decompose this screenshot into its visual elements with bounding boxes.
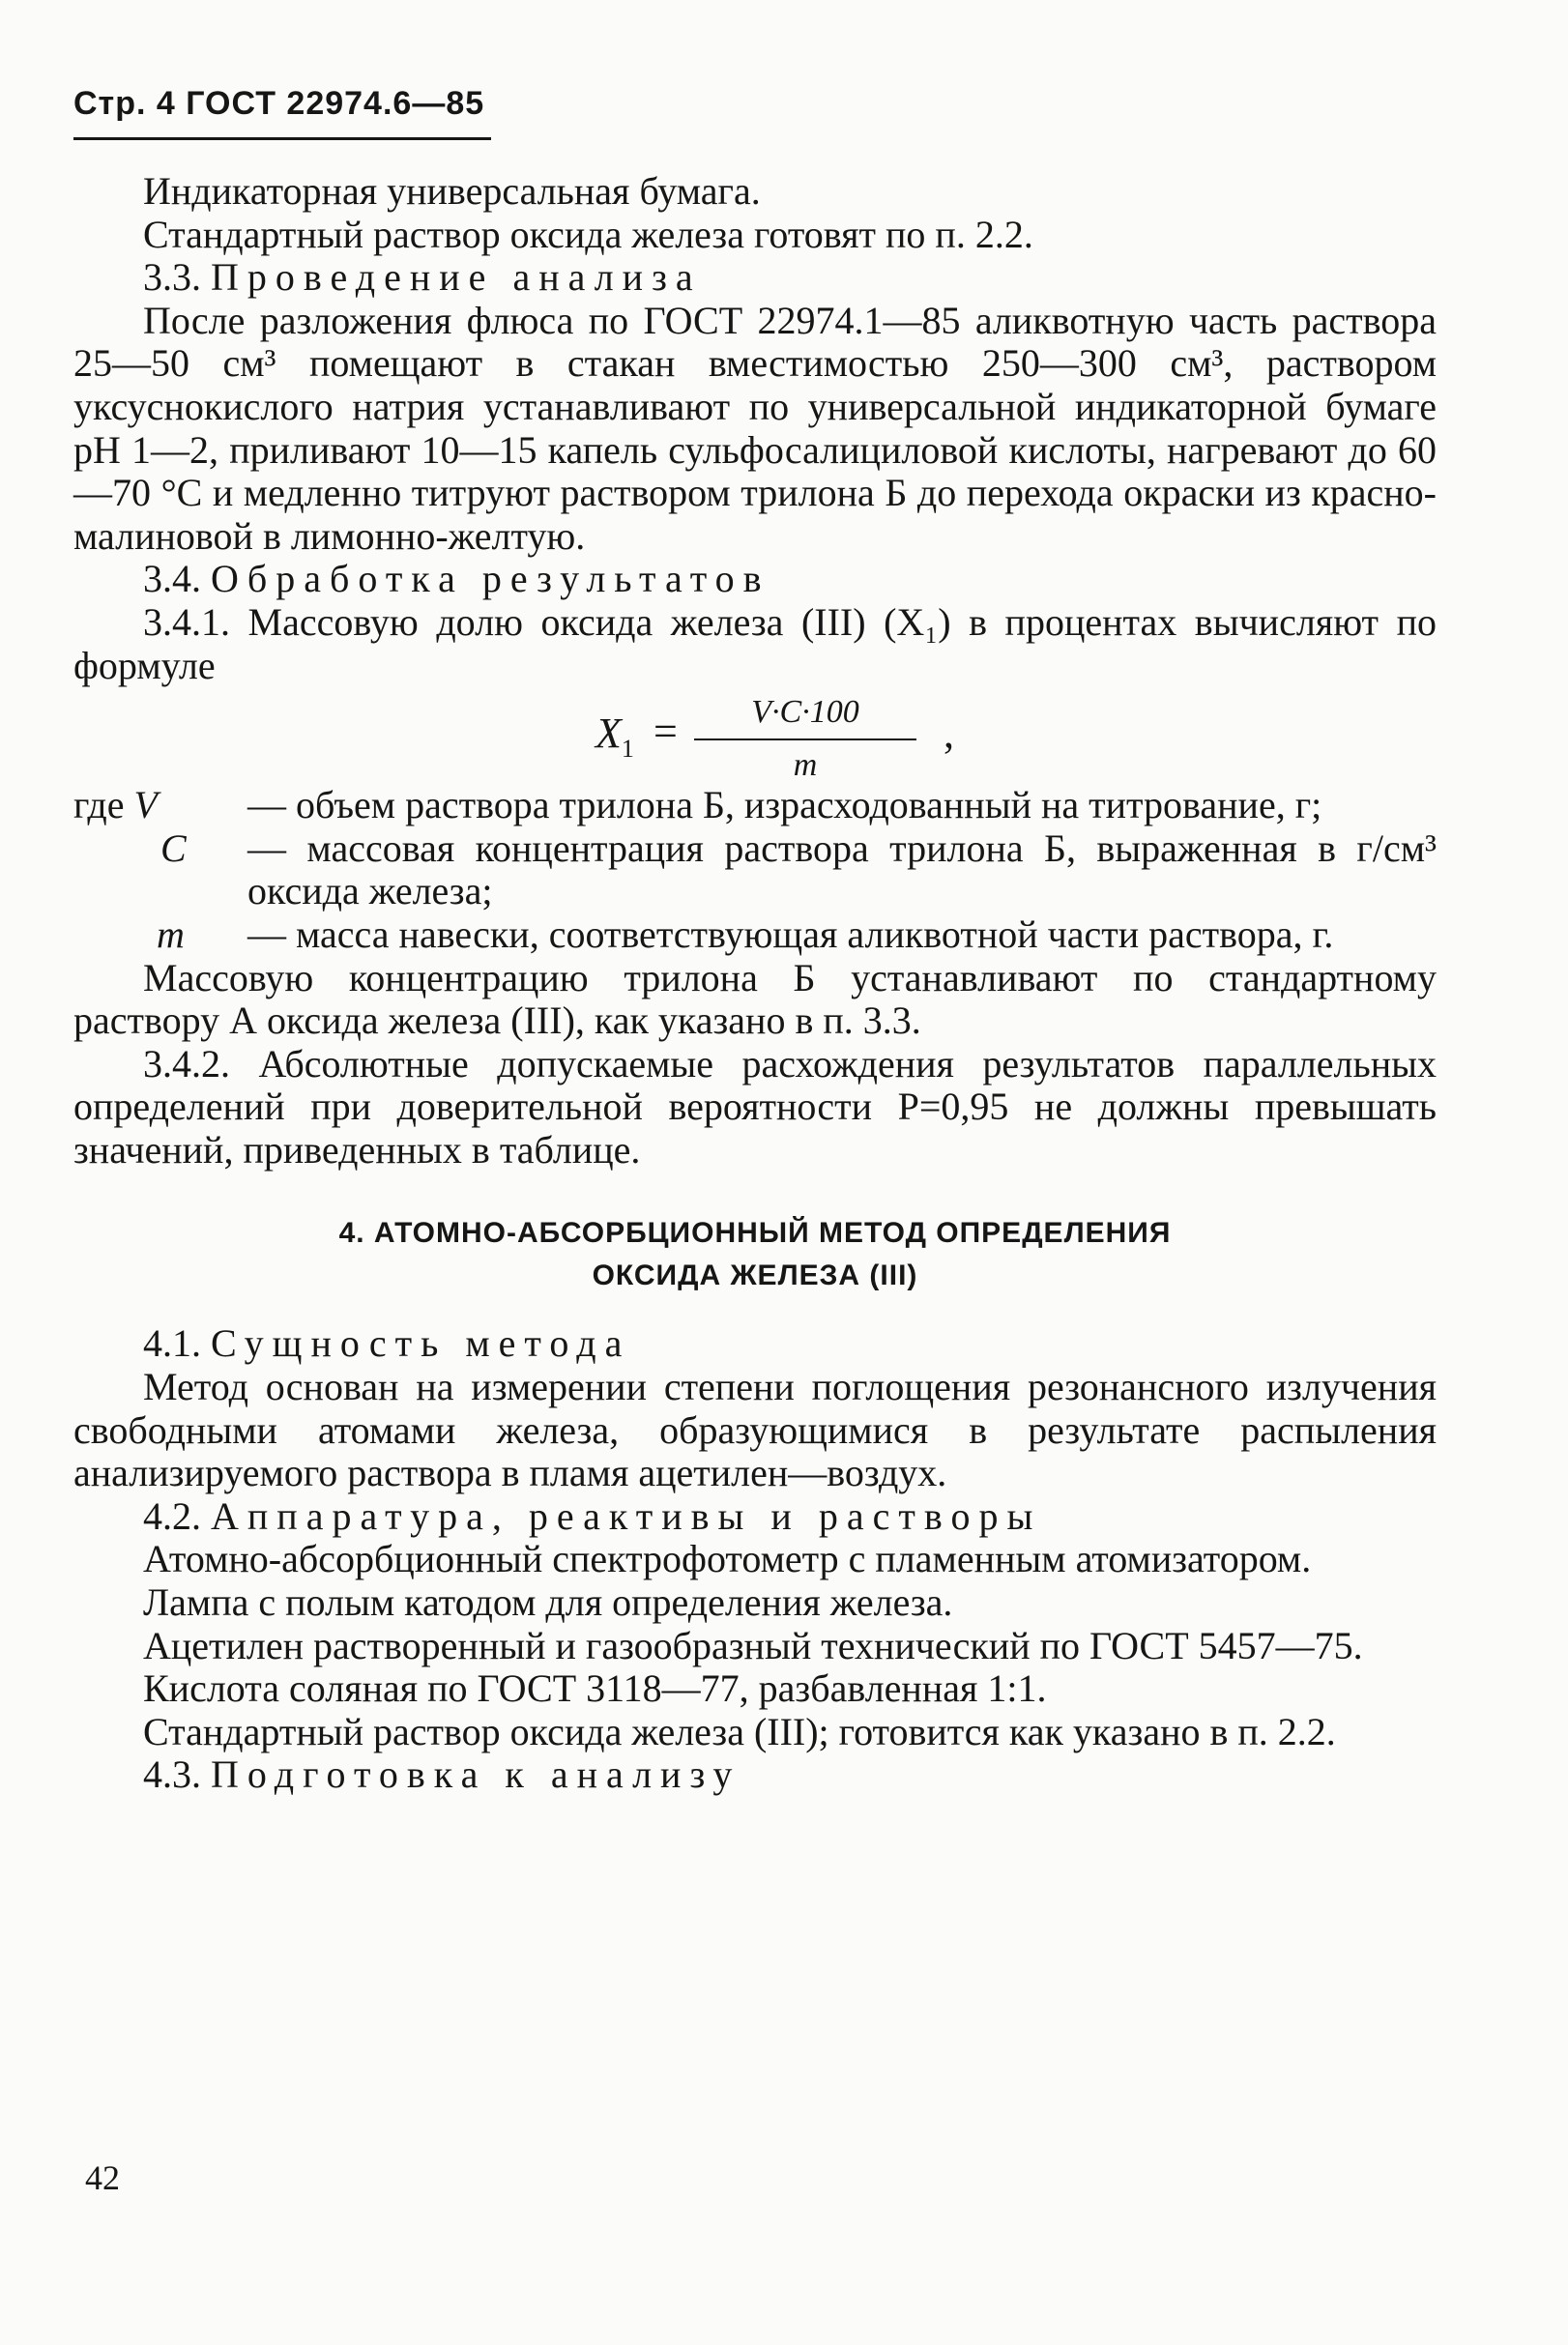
paragraph: Массовую концентрацию трилона Б устанавливают по стандартному раствору А оксида железа (III), как указано в п. 3.3. — [73, 955, 1437, 1043]
definition-symbol: где V — [73, 783, 158, 827]
section-4-title: 4. АТОМНО-АБСОРБЦИОННЫЙ МЕТОД ОПРЕДЕЛЕНИЯ ОКСИДА ЖЕЛЕЗА (III) — [338, 1217, 1172, 1292]
formula-numerator: V·C·100 — [751, 694, 859, 731]
section-number: 3.4. — [143, 557, 201, 601]
section-heading-4-2 — [73, 1495, 1437, 1539]
section-heading-4-1 — [73, 1322, 1437, 1366]
paragraph: 3.4.1. Массовую долю оксида железа (III) (X₁) в процентах вычисляют по формуле — [73, 599, 1437, 687]
list-item: Атомно-абсорбционный спектрофотометр с пламенным атомизатором. — [143, 1537, 1312, 1581]
list-item: Стандартный раствор оксида железа (III); готовится как указано в п. 2.2. — [143, 1709, 1336, 1753]
section-heading-3-4 — [73, 558, 1437, 601]
fraction-bar — [694, 738, 916, 740]
formula-comma: , — [944, 709, 954, 758]
list-item: Ацетилен растворенный и газообразный технический по ГОСТ 5457—75. — [143, 1623, 1363, 1667]
definition-item: m — масса навески, соответствующая аликвотной части раствора, г. — [73, 913, 1437, 957]
list-item: Лампа с полым катодом для определения железа. — [143, 1580, 953, 1625]
paragraph: После разложения флюса по ГОСТ 22974.1—85 аликвотную часть раствора 25—50 см³ помещают в стакан вместимостью 250—300 см³, раствором уксуснокислого натрия устанавливают по универсальной индикаторной бумаге pH 1—2, приливают 10—15 капель сульфосалициловой кислоты, нагревают до 60—70 °С и медленно титруют раствором трилона Б до перехода окраски из красно-малиновой в лимонно-желтую. — [73, 298, 1437, 558]
definition-item: где V — объем раствора трилона Б, израсходованный на титрование, г; — [73, 783, 1322, 827]
section-number: 4.1. — [143, 1321, 201, 1366]
formula-denominator: m — [793, 746, 818, 783]
formula-fraction — [694, 691, 916, 787]
formula-equals: = — [653, 708, 678, 756]
section-number: 4.3. — [143, 1752, 201, 1797]
definition-symbol: m — [157, 912, 185, 956]
list-item: Кислота соляная по ГОСТ 3118—77, разбавленная 1:1. — [143, 1666, 1047, 1711]
paragraph: Индикаторная универсальная бумага. — [143, 169, 761, 213]
section-title: Сущность метода — [211, 1321, 631, 1366]
formula-lhs: $X_1$ — [595, 709, 634, 763]
page-header: Стр. 4 ГОСТ 22974.6—85 — [73, 85, 485, 122]
section-number: 4.2. — [143, 1493, 201, 1538]
section-title: Подготовка к анализу — [211, 1752, 741, 1797]
section-heading-4-3 — [73, 1753, 1437, 1797]
section-number: 3.3. — [143, 255, 201, 300]
paragraph: Метод основан на измерении степени поглощения резонансного излучения свободными атомами железа, образующимися в результате распыления анализируемого раствора в пламя ацетилен—воздух. — [73, 1365, 1437, 1495]
formula — [73, 691, 1437, 783]
paragraph: Стандартный раствор оксида железа готовят по п. 2.2. — [143, 212, 1033, 256]
definition-symbol: C — [160, 825, 187, 870]
section-heading-3-3 — [73, 256, 1437, 300]
definition-item: C — массовая концентрация раствора трилона Б, выраженная в г/см³ оксида железа; — [73, 827, 1437, 913]
section-title: Аппаратура, реактивы и растворы — [211, 1493, 1042, 1538]
definition-list — [73, 784, 1437, 956]
section-title: Обработка результатов — [211, 557, 770, 601]
page-number: 42 — [85, 2158, 120, 2197]
document-body — [73, 170, 1437, 1797]
section-title: Проведение анализа — [211, 255, 702, 300]
paragraph: 3.4.2. Абсолютные допускаемые расхождения результатов параллельных определений при доверительной вероятности P=0,95 не должны превышать значений, приведенных в таблице. — [73, 1041, 1437, 1172]
header-rule — [73, 137, 491, 140]
